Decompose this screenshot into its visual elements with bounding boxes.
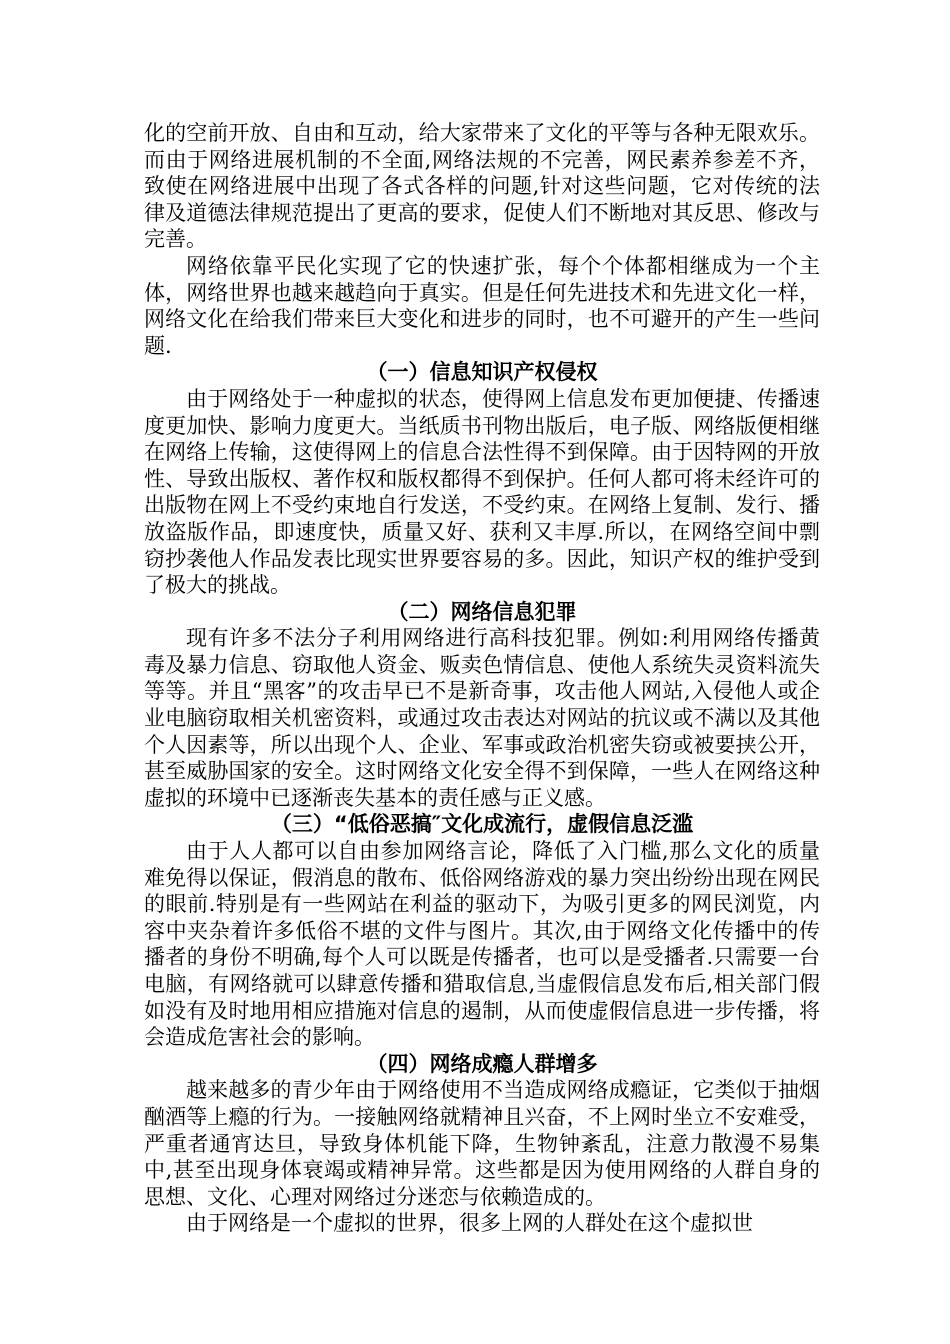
paragraph: 由于网络是一个虚拟的世界，很多上网的人群处在这个虚拟世 — [186, 1211, 753, 1236]
document-body — [144, 120, 820, 1237]
paragraph: 由于人人都可以自由参加网络言论，降低了入门槛,那么文化的质量难免得以保证，假消息的散布、低俗网络游戏的暴力突出纷纷出现在网民的眼前.特别是有一些网站在利益的驱动下，为吸引更多的网民浏览，内容中夹杂着许多低俗不堪的文件与图片。其次,由于网络文化传播中的传播者的身份不明确,每个人可以既是传播者，也可以是受播者.只需要一台电脑，有网络就可以肆意传播和猎取信息,当虚假信息发布后,相关部门假如没有及时地用相应措施对信息的遏制，从而使虚假信息进一步传播，将会造成危害社会的影响。 — [144, 839, 820, 1050]
paragraph: 化的空前开放、自由和互动，给大家带来了文化的平等与各种无限欢乐。而由于网络进展机制的不全面,网络法规的不完善，网民素养参差不齐，致使在网络进展中出现了各式各样的问题,针对这些问题，它对传统的法律及道德法律规范提出了更高的要求，促使人们不断地对其反思、修改与完善。 — [144, 121, 820, 252]
section-heading: （三）“低俗恶搞″文化成流行，虚假信息泛滥 — [270, 812, 694, 837]
section-heading: （二）网络信息犯罪 — [387, 599, 577, 624]
paragraph: 现有许多不法分子利用网络进行高科技犯罪。例如:利用网络传播黄毒及暴力信息、窃取他人资金、贩卖色情信息、使他人系统失灵资料流失等等。并且“黑客”的攻击早已不是新奇事，攻击他人网站,入侵他人或企业电脑窃取相关机密资料，或通过攻击表达对网站的抗议或不满以及其他个人因素等，所以出现个人、企业、军事或政治机密失窃或被要挟公开，甚至威胁国家的安全。这时网络文化安全得不到保障，一些人在网络这种虚拟的环境中已逐渐丧失基本的责任感与正义感。 — [144, 626, 820, 810]
paragraph: 越来越多的青少年由于网络使用不当造成网络成瘾证，它类似于抽烟酗酒等上瘾的行为。一接触网络就精神且兴奋，不上网时坐立不安难受，严重者通宵达旦，导致身体机能下降，生物钟紊乱，注意力散漫不易集中,甚至出现身体衰竭或精神异常。这些都是因为使用网络的人群自身的思想、文化、心理对网络过分迷恋与依赖造成的。 — [144, 1078, 820, 1209]
section-heading: （四）网络成瘾人群增多 — [366, 1051, 598, 1076]
paragraph: 由于网络处于一种虚拟的状态，使得网上信息发布更加便捷、传播速度更加快、影响力度更大。当纸质书刊物出版后，电子版、网络版便相继在网络上传输，这使得网上的信息合法性得不到保障。由于因特网的开放性、导致出版权、著作权和版权都得不到保护。任何人都可将未经许可的出版物在网上不受约束地自行发送，不受约束。在网络上复制、发行、播放盗版作品，即速度快，质量又好、获利又丰厚.所以，在网络空间中剽窃抄袭他人作品发表比现实世界要容易的多。因此，知识产权的维护受到了极大的挑战。 — [144, 386, 820, 598]
paragraph: 网络依靠平民化实现了它的快速扩张，每个个体都相继成为一个主体，网络世界也越来越趋向于真实。但是任何先进技术和先进文化一样，网络文化在给我们带来巨大变化和进步的同时，也不可避开的产生一些问题. — [144, 253, 820, 358]
section-heading: （一）信息知识产权侵权 — [366, 360, 598, 385]
